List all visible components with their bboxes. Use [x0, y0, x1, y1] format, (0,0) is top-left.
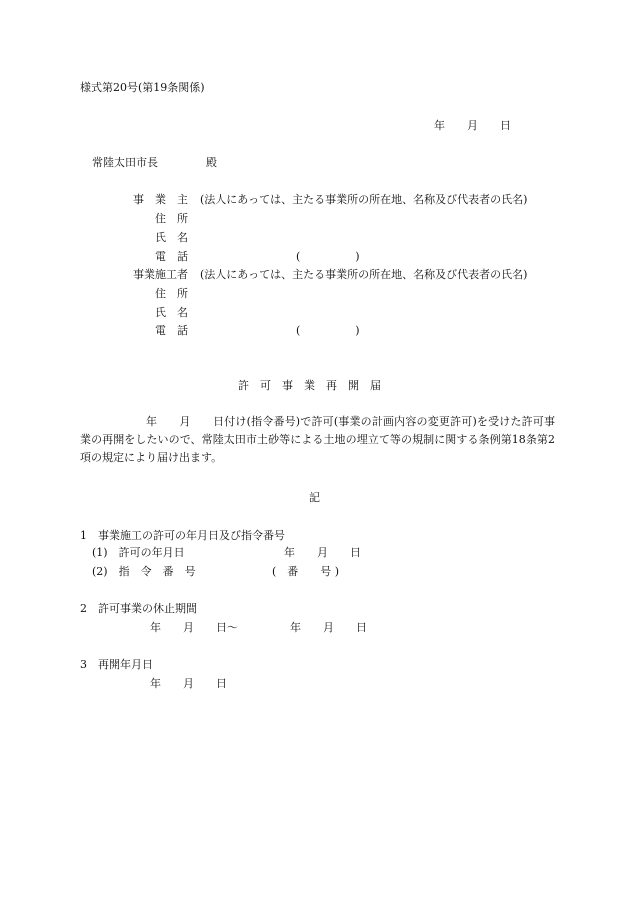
applicant-phone-value: ( ) — [296, 250, 360, 263]
item2-period-to: 年 月 日 — [290, 621, 367, 634]
ki-heading: 記 — [309, 491, 320, 504]
item3-date: 年 月 日 — [150, 677, 227, 690]
item2-heading: 2 許可事業の休止期間 — [80, 602, 197, 615]
operator-phone-label: 電 話 — [155, 324, 188, 337]
item1-sub1-label: (1) 許可の年月日 — [92, 546, 185, 559]
item1-sub1-value: 年 月 日 — [284, 546, 361, 559]
applicant-phone-label: 電 話 — [155, 250, 188, 263]
addressee-honorific: 殿 — [206, 156, 217, 169]
body-paragraph: 年 月 日付け(指令番号)で許可(事業の計画内容の変更許可)を受けた許可事業の再開をしたいので、常陸太田市土砂等による土地の埋立て等の規制に関する条例第18条第2項の規定により届け出ます。 — [80, 415, 555, 464]
operator-phone-value: ( ) — [296, 324, 360, 337]
operator-name-label: 氏 名 — [155, 306, 188, 319]
item3-heading: 3 再開年月日 — [80, 658, 153, 671]
item2-period-from: 年 月 日〜 — [150, 621, 238, 634]
item1-sub2-label: (2) 指 令 番 号 — [92, 565, 196, 578]
date-line: 年 月 日 — [434, 119, 511, 132]
item1-heading: 1 事業施工の許可の年月日及び指令番号 — [80, 529, 285, 542]
applicant-label: 事 業 主 — [133, 193, 188, 206]
item1-sub2-value: ( 番 号 ) — [272, 565, 340, 578]
applicant-address-label: 住 所 — [155, 212, 188, 225]
addressee-name: 常陸太田市長 — [92, 156, 158, 169]
applicant-name-label: 氏 名 — [155, 231, 188, 244]
operator-label: 事業施工者 — [133, 268, 188, 281]
form-number: 様式第20号(第19条関係) — [80, 81, 205, 94]
applicant-note: (法人にあっては、主たる事業所の所在地、名称及び代表者の氏名) — [200, 193, 528, 206]
document-title: 許 可 事 業 再 開 届 — [238, 379, 381, 392]
operator-address-label: 住 所 — [155, 287, 188, 300]
operator-note: (法人にあっては、主たる事業所の所在地、名称及び代表者の氏名) — [200, 268, 528, 281]
